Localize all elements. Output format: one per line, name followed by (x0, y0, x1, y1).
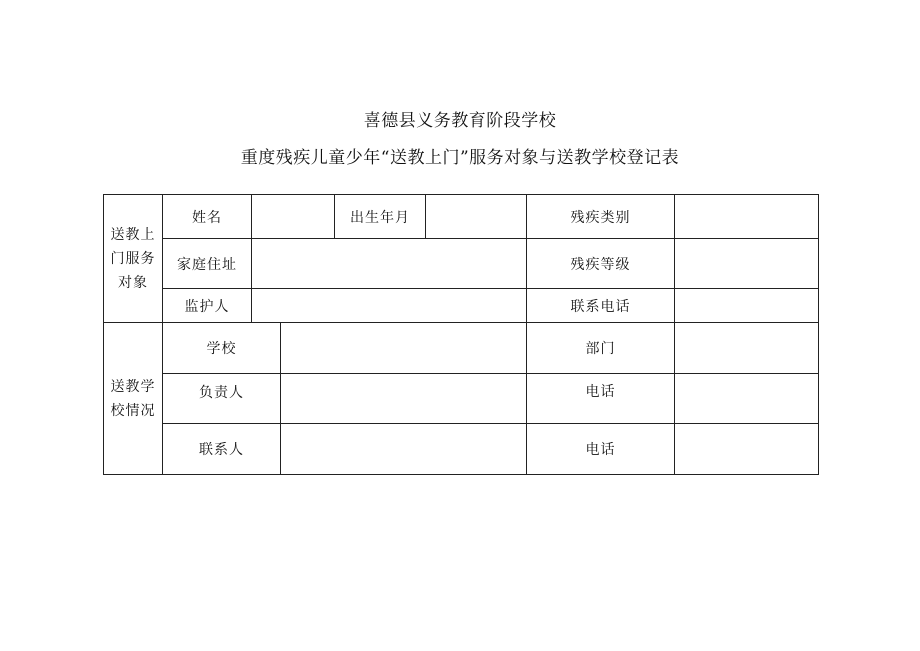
guardian-label: 监护人 (184, 298, 230, 315)
section-label-student: 送教上 门服务 对象 (110, 226, 156, 291)
birth-date-field[interactable] (426, 195, 526, 238)
manager-label: 负责人 (199, 385, 244, 401)
address-label: 家庭住址 (177, 256, 237, 273)
disability-level-label: 残疾等级 (570, 256, 631, 273)
department-label: 部门 (585, 341, 616, 357)
school-field[interactable] (281, 323, 526, 373)
disability-type-label: 残疾类别 (570, 209, 631, 226)
birth-date-label: 出生年月 (350, 209, 410, 226)
name-field[interactable] (252, 195, 334, 238)
manager-phone-label: 电话 (585, 384, 616, 400)
contact-phone-field[interactable] (675, 289, 818, 322)
manager-phone-field[interactable] (675, 374, 818, 423)
table-border-bottom (103, 474, 819, 475)
name-label: 姓名 (192, 209, 222, 226)
disability-type-field[interactable] (675, 195, 818, 238)
table-border-right (818, 194, 819, 475)
contact-phone-label: 联系电话 (570, 298, 631, 315)
manager-field[interactable] (281, 374, 526, 423)
document-subtitle: 重度残疾儿童少年“送教上门”服务对象与送教学校登记表 (240, 148, 680, 168)
contact-person-field[interactable] (281, 424, 526, 474)
address-field[interactable] (252, 239, 526, 288)
section-label-school: 送教学 校情况 (110, 378, 156, 419)
contact-person-phone-label: 电话 (585, 442, 616, 458)
department-field[interactable] (675, 323, 818, 373)
disability-level-field[interactable] (675, 239, 818, 288)
school-label: 学校 (206, 341, 237, 357)
document-title: 喜德县义务教育阶段学校 (363, 111, 557, 131)
guardian-field[interactable] (252, 289, 526, 322)
contact-person-phone-field[interactable] (675, 424, 818, 474)
contact-person-label: 联系人 (199, 442, 244, 458)
